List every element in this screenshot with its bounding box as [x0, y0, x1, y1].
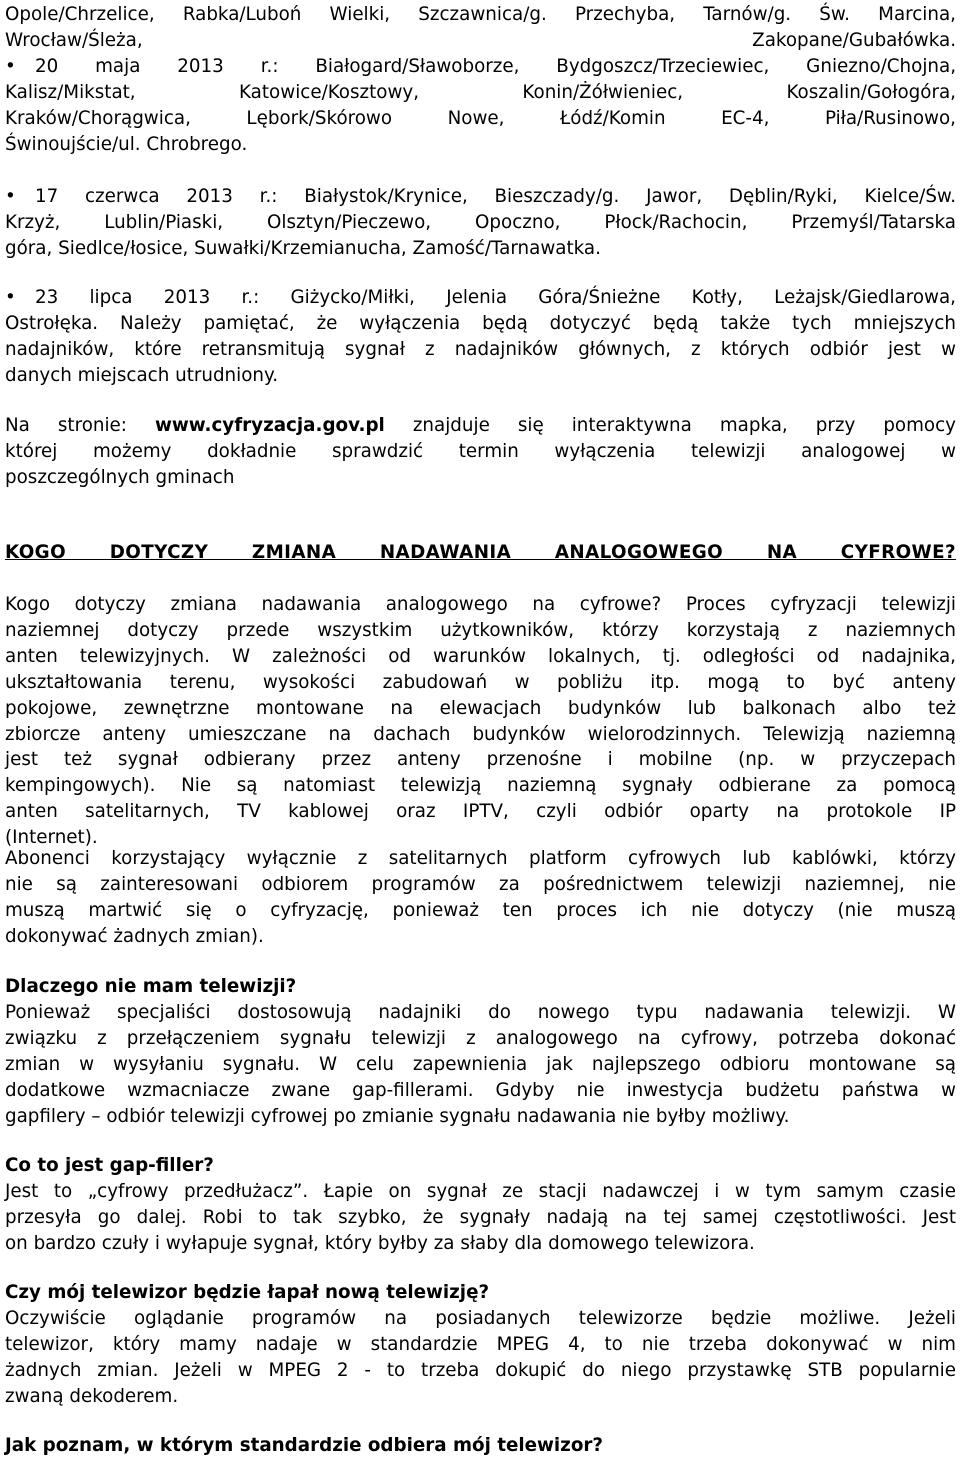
kogo-paragraph	[5, 592, 956, 851]
bullet-line: danych miejscach utrudniony.	[5, 364, 279, 386]
text-line: przesyła go dalej. Robi to tak szybko, że sygnały nadają na tej samej częstotliwości. Jest	[5, 1206, 956, 1228]
text-line: związku z przełączeniem sygnału telewizji z analogowego na cyfrowy, potrzeba dokonać	[5, 1027, 956, 1049]
bullet-17-czerwca	[5, 184, 956, 262]
text-line: nie są zainteresowani odbiorem programów za pośrednictwem telewizji naziemnej, nie	[5, 873, 956, 895]
text-line: jest też sygnał odbierany przez anteny przenośne i mobilne (np. w przyczepach	[5, 749, 956, 771]
text-line: Ponieważ specjaliści dostosowują nadajniki do nowego typu nadawania telewizji. W	[5, 1001, 956, 1023]
text-line: gapfilery – odbiór telewizji cyfrowej po zmianie sygnału nadawania nie byłby możliwy.	[5, 1105, 790, 1127]
text-line: dodatkowe wzmacniacze zwane gap-fillerami. Gdyby nie inwestycja budżetu państwa w	[5, 1079, 956, 1101]
text-line: zwaną dekoderem.	[5, 1385, 179, 1407]
website-line: Na stronie: www.cyfryzacja.gov.pl znajduje się interaktywna mapka, przy pomocy	[5, 415, 956, 436]
section-heading: Co to jest gap-filler?	[5, 1155, 214, 1176]
bullet-line: nadajników, które retransmitują sygnał z nadajników głównych, z których odbiór jest w	[5, 338, 956, 360]
bullet-20-maja	[5, 54, 956, 158]
bullet-date: 17 czerwca 2013	[35, 186, 233, 207]
section-dlaczego	[5, 974, 956, 1129]
bullet-23-lipca	[5, 285, 956, 389]
text-line: anten satelitarnych, TV kablowej oraz IPTV, czyli odbiór oparty na protokole IP	[5, 801, 956, 823]
text-line: (Internet).	[5, 827, 98, 849]
bullet-line: Kalisz/Mikstat, Katowice/Kosztowy, Konin/Żółwieniec, Koszalin/Gołogóra,	[5, 81, 956, 103]
bullet-date: 20 maja 2013	[35, 56, 224, 77]
bullet-line: góra, Siedlce/łosice, Suwałki/Krzemianucha, Zamość/Tarnawatka.	[5, 237, 601, 259]
text-line: anten telewizyjnych. W zależności od warunków lokalnych, tj. odległości od nadajnika,	[5, 645, 956, 667]
bullet-dot-icon: •	[5, 287, 16, 308]
text-line: zmian w wysyłaniu sygnału. W celu zapewnienia jak najlepszego odbioru montowane są	[5, 1053, 956, 1075]
website-paragraph	[5, 413, 956, 491]
text-line: naziemnej dotyczy przede wszystkim użytkowników, którzy korzystają z naziemnych	[5, 619, 956, 641]
text-line: on bardzo czuły i wyłapuje sygnał, który byłby za słaby dla domowego telewizora.	[5, 1232, 755, 1254]
website-link[interactable]: www.cyfryzacja.gov.pl	[155, 415, 385, 436]
text-line: Oczywiście oglądanie programów na posiadanych telewizorze będzie możliwe. Jeżeli	[5, 1307, 956, 1329]
text-line: pokojowe, zewnętrzne montowane na elewacjach budynków lub balkonach albo też	[5, 697, 956, 719]
bullet-line: Kraków/Chorągwica, Lębork/Skórowo Nowe, Łódź/Komin EC-4, Piła/Rusinowo,	[5, 107, 956, 129]
section-heading: Jak poznam, w którym standardzie odbiera mój telewizor?	[5, 1435, 604, 1456]
section-heading: Dlaczego nie mam telewizji?	[5, 976, 297, 997]
bullet-line: • 20 maja 2013 r.: Białogard/Sławoborze, Bydgoszcz/Trzeciewiec, Gniezno/Chojna,	[5, 54, 956, 80]
bullet-line: Krzyż, Lublin/Piaski, Olsztyn/Pieczewo, Opoczno, Płock/Rachocin, Przemyśl/Tatarska	[5, 211, 956, 233]
intro-line-2: Wrocław/Śleża, Zakopane/Gubałówka.	[5, 29, 956, 51]
bullet-line: • 23 lipca 2013 r.: Giżycko/Miłki, Jelenia Góra/Śnieżne Kotły, Leżajsk/Giedlarowa,	[5, 285, 956, 311]
bullet-dot-icon: •	[5, 56, 16, 77]
website-line: której możemy dokładnie sprawdzić termin wyłączenia telewizji analogowej w	[5, 440, 956, 462]
text-line: telewizor, który mamy nadaje w standardzie MPEG 4, to nie trzeba dokonywać w nim	[5, 1333, 956, 1355]
text-line: żadnych zmian. Jeżeli w MPEG 2 - to trzeba dokupić do niego przystawkę STB popularnie	[5, 1359, 956, 1381]
text-line: kempingowych). Nie są natomiast telewizją naziemną sygnały odbierane za pomocą	[5, 775, 956, 797]
text-line: Kogo dotyczy zmiana nadawania analogowego na cyfrowe? Proces cyfryzacji telewizji	[5, 594, 956, 615]
text-line: muszą martwić się o cyfryzację, ponieważ ten proces ich nie dotyczy (nie muszą	[5, 899, 956, 921]
text-line: ukształtowania terenu, wysokości zabudowań w pobliżu itp. mogą to być anteny	[5, 671, 956, 693]
intro-line-1: Opole/Chrzelice, Rabka/Luboń Wielki, Szczawnica/g. Przechyba, Tarnów/g. Św. Marcina,	[5, 4, 956, 25]
website-line: poszczególnych gminach	[5, 466, 235, 488]
text-line: Abonenci korzystający wyłącznie z satelitarnych platform cyfrowych lub kablówki, którzy	[5, 848, 956, 869]
main-heading: KOGO DOTYCZY ZMIANA NADAWANIA ANALOGOWEGO NA CYFROWE?	[5, 542, 956, 563]
intro-paragraph	[5, 2, 956, 54]
section-standard	[5, 1433, 956, 1459]
bullet-line: • 17 czerwca 2013 r.: Białystok/Krynice, Bieszczady/g. Jawor, Dęblin/Ryki, Kielce/Św.	[5, 184, 956, 210]
text-line: dokonywać żadnych zmian).	[5, 925, 264, 947]
section-telewizor	[5, 1280, 956, 1410]
section-heading: Czy mój telewizor będzie łapał nową telewizję?	[5, 1282, 490, 1303]
abonenci-paragraph	[5, 846, 956, 950]
text-line: Jest to „cyfrowy przedłużacz”. Łapie on sygnał ze stacji nadawczej i w tym samym czasie	[5, 1180, 956, 1202]
bullet-date: 23 lipca 2013	[35, 287, 211, 308]
bullet-dot-icon: •	[5, 186, 16, 207]
section-gap-filler	[5, 1153, 956, 1257]
bullet-line: Świnoujście/ul. Chrobrego.	[5, 133, 248, 155]
text-line: zbiorcze anteny umieszczane na dachach budynków wielorodzinnych. Telewizją naziemną	[5, 723, 956, 745]
main-heading-block	[5, 540, 956, 566]
bullet-line: Ostrołęka. Należy pamiętać, że wyłączenia będą dotyczyć będą także tych mniejszych	[5, 312, 956, 334]
